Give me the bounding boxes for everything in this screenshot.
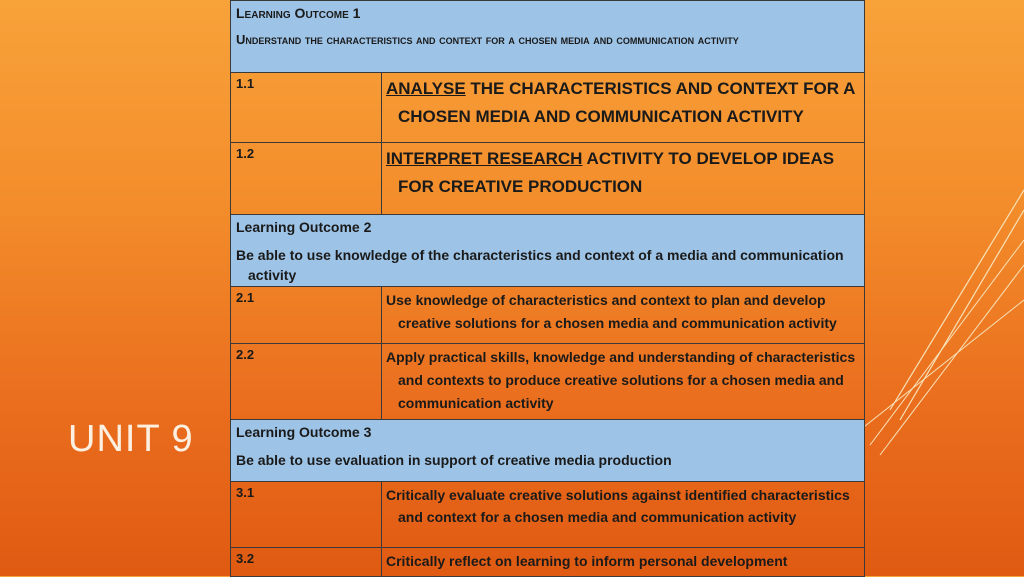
criteria-row — [231, 73, 865, 143]
criteria-text: Critically reflect on learning to inform personal development — [382, 548, 865, 577]
outcome-title: Learning Outcome 3 — [236, 424, 372, 440]
criteria-emphasis: INTERPRET RESEARCH — [386, 149, 583, 168]
criteria-number: 1.1 — [231, 73, 382, 143]
criteria-text — [382, 143, 865, 215]
outcome-header-row — [231, 215, 865, 287]
criteria-emphasis: ANALYSE — [386, 79, 466, 98]
criteria-number: 3.2 — [231, 548, 382, 577]
criteria-row — [231, 482, 865, 548]
outcome-header-row — [231, 1, 865, 73]
criteria-text — [382, 73, 865, 143]
criteria-number: 1.2 — [231, 143, 382, 215]
criteria-row — [231, 548, 865, 577]
criteria-text: Use knowledge of characteristics and context to plan and develop creative solutions for a chosen media and communication activity — [382, 287, 865, 344]
criteria-body: ACTIVITY TO DEVELOP IDEAS FOR CREATIVE PRODUCTION — [398, 149, 835, 196]
criteria-row — [231, 287, 865, 344]
learning-outcomes-table — [230, 0, 865, 576]
criteria-number: 2.2 — [231, 344, 382, 420]
outcome-description: Understand the characteristics and context for a chosen media and communication activity — [236, 32, 739, 47]
slide-title: UNIT 9 — [68, 418, 194, 460]
outcome-description: Be able to use knowledge of the characteristics and context of a media and communication activity — [236, 247, 844, 283]
criteria-row — [231, 143, 865, 215]
outcome-header-row — [231, 420, 865, 482]
outcome-title: Learning Outcome 1 — [236, 5, 361, 21]
criteria-body: THE CHARACTERISTICS AND CONTEXT FOR A CHOSEN MEDIA AND COMMUNICATION ACTIVITY — [398, 79, 855, 126]
criteria-number: 2.1 — [231, 287, 382, 344]
decorative-lines — [860, 0, 1024, 576]
outcome-title: Learning Outcome 2 — [236, 219, 372, 235]
criteria-text: Apply practical skills, knowledge and understanding of characteristics and contexts to produce creative solutions for a chosen media and communication activity — [382, 344, 865, 420]
criteria-row — [231, 344, 865, 420]
criteria-text: Critically evaluate creative solutions against identified characteristics and context for a chosen media and communication activity — [382, 482, 865, 548]
outcome-description: Be able to use evaluation in support of creative media production — [236, 452, 672, 468]
criteria-number: 3.1 — [231, 482, 382, 548]
